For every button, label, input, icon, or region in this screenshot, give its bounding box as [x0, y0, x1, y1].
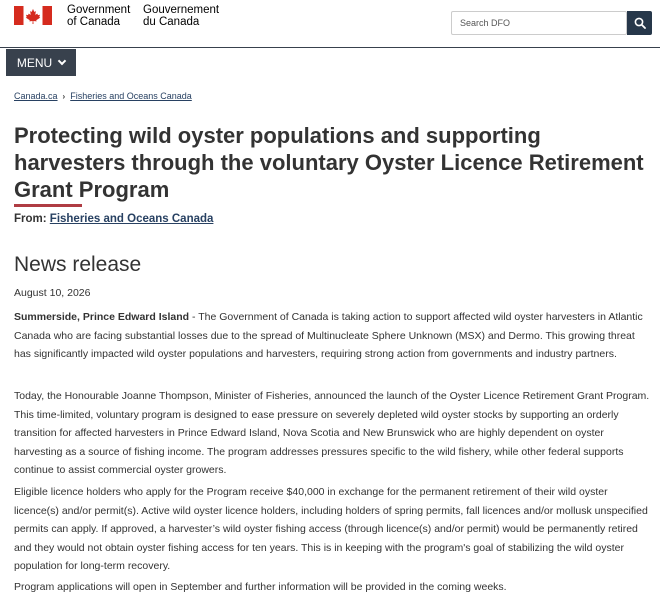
gouvernement-du-canada-signature[interactable]: [143, 5, 219, 28]
menu-button[interactable]: [6, 49, 76, 76]
dateline: Summerside, Prince Edward Island: [14, 311, 190, 323]
paragraph-4: Program applications will open in September and further information will be provided in the coming weeks.: [14, 581, 507, 593]
paragraph-3: Eligible licence holders who apply for the Program receive $40,000 in exchange for the permanent retirement of their wild oyster licence(s) and/or permit(s). Active wild oyster licence holders, including holders of spring permits, fall licences and/or mollusk unspecified permits can apply. If approved, a harvester’s wild oyster fishing access (through licence(s) and/or permit) would be permanently retired and they would not obtain oyster fishing access for ten years. This is in keeping with the program's goal of stabilizing the wild oyster population for long-term recovery.: [14, 486, 648, 572]
signature-en-line2: of Canada: [67, 15, 121, 28]
paragraph-1-text: - The Government of Canada is taking action to support affected wild oyster harvesters in Atlantic Canada who are facing substantial losses due to the spread of Multinucleate Sphere Unknown (MSX) and Dermo. This growing threat has significantly impacted wild oyster populations and harvesters, requiring strong action from governments and industry partners.: [14, 311, 643, 360]
menu-label: MENU: [16, 55, 53, 70]
from-department-link[interactable]: Fisheries and Oceans Canada: [49, 213, 214, 225]
paragraph-1: [14, 308, 654, 364]
search-input[interactable]: [451, 11, 627, 35]
from-line: [14, 213, 213, 225]
title-underline: [14, 204, 82, 207]
news-release-heading: News release: [14, 253, 142, 276]
site-header: [0, 0, 660, 48]
chevron-right-icon: ›: [62, 91, 66, 101]
breadcrumb: [14, 91, 192, 101]
government-of-canada-signature[interactable]: [67, 5, 130, 28]
from-label: From:: [14, 213, 47, 225]
canada-flag-icon[interactable]: [14, 6, 52, 25]
page-title: Protecting wild oyster populations and supporting harvesters through the voluntary Oyster Licence Retirement Grant Program: [14, 123, 644, 202]
breadcrumb-canada[interactable]: Canada.ca: [14, 91, 58, 101]
signature-en-line1: Government: [67, 4, 131, 16]
search-button[interactable]: [627, 11, 652, 35]
signature-fr-line2: du Canada: [143, 15, 200, 28]
search-icon: [634, 17, 646, 29]
signature-fr-line1: Gouvernement: [143, 4, 220, 16]
chevron-down-icon: [58, 57, 66, 65]
paragraph-2: Today, the Honourable Joanne Thompson, Minister of Fisheries, announced the launch of the Oyster Licence Retirement Grant Program. This time-limited, voluntary program is designed to ease pressure on severely depleted wild oyster stocks by supporting an orderly transition for affected harvesters in Prince Edward Island, Nova Scotia and New Brunswick who are highly dependent on oyster harvesting as a source of fishing income. The program addresses pressures specific to the wild fishery, while other federal supports continue to assist commercial oyster growers.: [14, 390, 650, 476]
breadcrumb-fisheries[interactable]: Fisheries and Oceans Canada: [70, 91, 192, 101]
release-date: August 10, 2026: [14, 287, 91, 299]
